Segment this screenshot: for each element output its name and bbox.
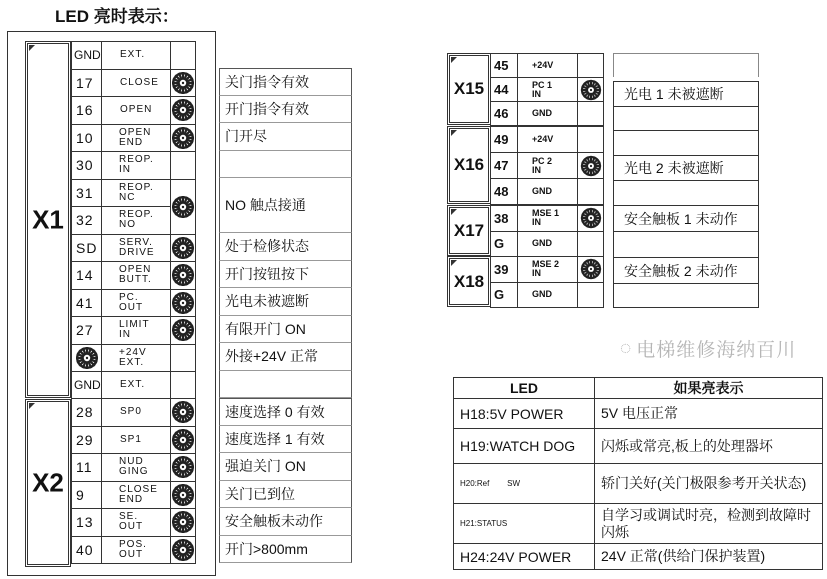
pin-label-line: END [119, 136, 144, 148]
pin-label [101, 536, 171, 565]
led-indicator-icon [75, 346, 99, 370]
status-description: 开门>800mm [219, 536, 352, 564]
led-cell [170, 96, 196, 125]
pin-label-line: EXT. [120, 379, 146, 391]
pin-number: 14 [71, 261, 102, 290]
pin-label-line: IN [532, 268, 541, 279]
header-meaning: 如果亮表示 [595, 378, 823, 399]
led-meaning-table [453, 377, 823, 570]
led-indicator-icon [171, 126, 195, 150]
led-cell [577, 152, 604, 179]
pin-label [101, 453, 171, 482]
pin-number: 32 [71, 206, 102, 235]
status-description: 处于检修状态 [219, 233, 352, 261]
pin-number: 16 [71, 96, 102, 125]
pin-label-line: +24V [119, 346, 147, 358]
led-name: H18:5V POWER [454, 399, 595, 429]
table-row [454, 429, 823, 464]
pin-label-line: REOP. [119, 181, 154, 193]
led-cell [170, 234, 196, 263]
pin-label [101, 289, 171, 318]
pin-label-line: +24V [532, 60, 554, 70]
pin-label [517, 126, 578, 153]
pin-number: 45 [490, 53, 518, 78]
watermark [620, 335, 796, 362]
pin-label [101, 481, 171, 510]
pin-number: 41 [71, 289, 102, 318]
status-description: 开门指令有效 [219, 96, 352, 124]
pin-label-line: BUTT. [119, 274, 152, 286]
led-indicator-icon [171, 263, 195, 287]
led-cell [577, 77, 604, 102]
led-indicator-icon [171, 483, 195, 507]
x1-label: X1 [32, 204, 64, 234]
led-cell [170, 289, 196, 318]
connector-label: X18 [453, 271, 485, 291]
led-name: H20:Ref SW [454, 464, 595, 504]
status-description: 速度选择 0 有效 [219, 398, 352, 426]
pin-label [101, 316, 171, 345]
led-cell [577, 101, 604, 126]
pin-number: GND [71, 41, 102, 70]
status-description: 开门按钮按下 [219, 261, 352, 289]
status-description: 安全触板 2 未动作 [613, 257, 759, 284]
table-row [454, 544, 823, 570]
pin-number: 13 [71, 508, 102, 537]
led-cell [170, 151, 196, 180]
pin-label-line: SE. [119, 511, 139, 523]
led-indicator-icon [171, 98, 195, 122]
pin-number: SD [71, 234, 102, 263]
x2-label: X2 [32, 467, 64, 498]
status-description: 速度选择 1 有效 [219, 426, 352, 454]
led-cell [577, 178, 604, 205]
led-cell [170, 179, 196, 235]
led-cell [170, 453, 196, 482]
led-cell [170, 426, 196, 455]
pin-number: G [490, 231, 518, 258]
pin-number: 28 [71, 398, 102, 427]
pin-label [517, 77, 578, 102]
pin-number: 10 [71, 124, 102, 153]
led-name: H21:STATUS [454, 504, 595, 544]
led-indicator-icon [171, 318, 195, 342]
connector-x16 [447, 126, 491, 204]
pin-number: 29 [71, 426, 102, 455]
led-indicator-icon [580, 79, 602, 101]
pin-label-line: GING [119, 466, 149, 478]
led-cell [170, 481, 196, 510]
pin-number: 30 [71, 151, 102, 180]
status-description: 关门指令有效 [219, 68, 352, 96]
pin-label [101, 41, 171, 70]
led-cell [170, 536, 196, 565]
status-description [613, 283, 759, 308]
pin-label [517, 231, 578, 258]
pin-label-line: OUT [119, 548, 144, 560]
x1-connector [25, 41, 71, 398]
led-indicator-icon [171, 236, 195, 260]
connector-notch [451, 130, 457, 136]
connector-label: X15 [453, 79, 485, 98]
led-indicator-icon [171, 71, 195, 95]
pin-label [101, 69, 171, 98]
led-meaning: 轿门关好(关门极限参考开关状态) [595, 464, 823, 504]
status-description [613, 231, 759, 258]
led-cell [170, 344, 196, 373]
connector-notch [29, 403, 35, 409]
pin-number: 31 [71, 179, 102, 208]
pin-label-line: NC [119, 191, 136, 203]
pin-number [71, 344, 102, 373]
pin-number: 39 [490, 256, 518, 283]
connector-x15 [447, 53, 491, 125]
pin-label-line: IN [532, 88, 541, 99]
led-cell [170, 316, 196, 345]
pin-label-line: NO [119, 219, 136, 231]
status-description: 光电 2 未被遮断 [613, 155, 759, 181]
led-meaning: 5V 电压正常 [595, 399, 823, 429]
led-cell [170, 508, 196, 537]
pin-label-line: OPEN [119, 126, 152, 138]
led-cell [577, 126, 604, 153]
led-cell [577, 256, 604, 283]
pin-number: 46 [490, 101, 518, 126]
pin-label [101, 124, 171, 153]
connector-notch [451, 209, 457, 215]
pin-label-line: GND [532, 238, 552, 249]
watermark-text: 电梯维修海纳百川 [636, 340, 797, 361]
pin-label-line: IN [532, 217, 541, 228]
pin-label-line: END [119, 493, 144, 505]
led-cell [577, 205, 604, 232]
led-indicator-icon [171, 195, 195, 219]
pin-label-line: IN [532, 164, 541, 175]
pin-number: GND [71, 371, 102, 400]
led-cell [170, 398, 196, 427]
pin-label-line: REOP. [119, 154, 154, 166]
led-cell [577, 282, 604, 309]
table-header-row [454, 378, 823, 399]
page-title: LED 亮时表示： [55, 7, 179, 26]
pin-number: 49 [490, 126, 518, 153]
led-indicator-icon [171, 428, 195, 452]
pin-label-line: GND [532, 186, 552, 196]
pin-label-line: SERV. [119, 236, 153, 248]
pin-label [101, 398, 171, 427]
led-indicator-icon [171, 455, 195, 479]
status-description [613, 106, 759, 131]
status-description: 光电未被遮断 [219, 288, 352, 316]
pin-label-line: SP0 [120, 406, 142, 418]
x2-connector [25, 399, 71, 567]
connector-label: X16 [453, 155, 485, 174]
pin-label [517, 152, 578, 179]
status-description: 关门已到位 [219, 481, 352, 509]
pin-label-line: OUT [119, 521, 144, 533]
pin-label [101, 344, 171, 373]
pin-label [517, 205, 578, 232]
led-indicator-icon [580, 258, 602, 280]
pin-number: 38 [490, 205, 518, 232]
pin-number: 17 [71, 69, 102, 98]
pin-label-line: LIMIT [119, 319, 150, 331]
pin-label-line: IN [119, 164, 131, 176]
pin-label-line: DRIVE [119, 246, 155, 258]
pin-label-line: SP1 [120, 433, 142, 445]
status-description: NO 触点接通 [219, 178, 352, 233]
status-description [613, 53, 759, 77]
pin-label [517, 256, 578, 283]
connector-x18 [447, 256, 491, 307]
pin-label-line: PC. [119, 291, 139, 303]
wechat-icon: ◌ [620, 337, 633, 359]
status-description [613, 130, 759, 156]
led-cell [577, 53, 604, 78]
connector-notch [451, 260, 457, 266]
led-cell [170, 371, 196, 400]
pin-label-line: OPEN [120, 104, 153, 116]
pin-label-line: GND [532, 289, 552, 300]
connector-notch [29, 45, 35, 51]
led-cell [170, 69, 196, 98]
pin-label [101, 426, 171, 455]
status-description: 光电 1 未被遮断 [613, 81, 759, 107]
led-name: H24:24V POWER [454, 544, 595, 570]
pin-label-line: REOP. [119, 209, 154, 221]
led-indicator-icon [580, 155, 602, 177]
led-cell [577, 231, 604, 258]
status-description: 安全触板未动作 [219, 508, 352, 536]
led-indicator-icon [171, 538, 195, 562]
led-indicator-icon [171, 291, 195, 315]
pin-label-line: MSE 2 [532, 259, 560, 270]
pin-label-line: MSE 1 [532, 208, 560, 219]
led-name: H19:WATCH DOG [454, 429, 595, 464]
pin-label [101, 234, 171, 263]
pin-label [101, 179, 171, 208]
status-description: 安全触板 1 未动作 [613, 205, 759, 232]
pin-label-line: GND [532, 108, 552, 118]
pin-label [101, 508, 171, 537]
pin-number: 27 [71, 316, 102, 345]
pin-label [101, 206, 171, 235]
pin-number: G [490, 282, 518, 309]
pin-label-line: NUD [119, 456, 144, 468]
pin-number: 47 [490, 152, 518, 179]
pin-label-line: CLOSE [119, 483, 158, 495]
header-led: LED [454, 378, 595, 399]
pin-number: 9 [71, 481, 102, 510]
table-row [454, 464, 823, 504]
pin-label-line: IN [119, 329, 131, 341]
pin-label-line: POS. [119, 538, 147, 550]
pin-label-line: EXT. [119, 356, 145, 368]
pin-label [517, 178, 578, 205]
led-cell [170, 124, 196, 153]
connector-notch [451, 57, 457, 63]
led-meaning: 24V 正常(供给门保护装置) [595, 544, 823, 570]
pin-number: 48 [490, 178, 518, 205]
status-description: 强迫关门 ON [219, 453, 352, 481]
pin-label-line: OUT [119, 301, 144, 313]
table-row [454, 399, 823, 429]
led-indicator-icon [171, 400, 195, 424]
pin-label [517, 101, 578, 126]
connector-label: X17 [453, 220, 485, 240]
pin-label [101, 151, 171, 180]
led-cell [170, 261, 196, 290]
pin-label [101, 261, 171, 290]
status-description [219, 371, 352, 399]
table-row [454, 504, 823, 544]
pin-number: 40 [71, 536, 102, 565]
pin-label [517, 282, 578, 309]
status-description: 有限开门 ON [219, 316, 352, 344]
pin-number: 11 [71, 453, 102, 482]
led-meaning: 闪烁或常亮,板上的处理器坏 [595, 429, 823, 464]
pin-label-line: OPEN [119, 264, 152, 276]
status-description [613, 180, 759, 206]
pin-label [101, 96, 171, 125]
status-description [219, 151, 352, 179]
led-indicator-icon [171, 510, 195, 534]
pin-number: 44 [490, 77, 518, 102]
status-description: 外接+24V 正常 [219, 343, 352, 371]
pin-label [101, 371, 171, 400]
pin-label-line: CLOSE [120, 76, 159, 88]
status-description: 门开尽 [219, 123, 352, 151]
pin-label-line: +24V [532, 134, 554, 144]
connector-x17 [447, 205, 491, 256]
led-cell [170, 41, 196, 70]
led-meaning: 自学习或调试时亮，检测到故障时闪烁 [595, 504, 823, 544]
pin-label [517, 53, 578, 78]
pin-label-line: PC 1 [532, 79, 553, 90]
pin-label-line: PC 2 [532, 155, 553, 166]
led-indicator-icon [580, 207, 602, 229]
pin-label-line: EXT. [120, 49, 146, 61]
